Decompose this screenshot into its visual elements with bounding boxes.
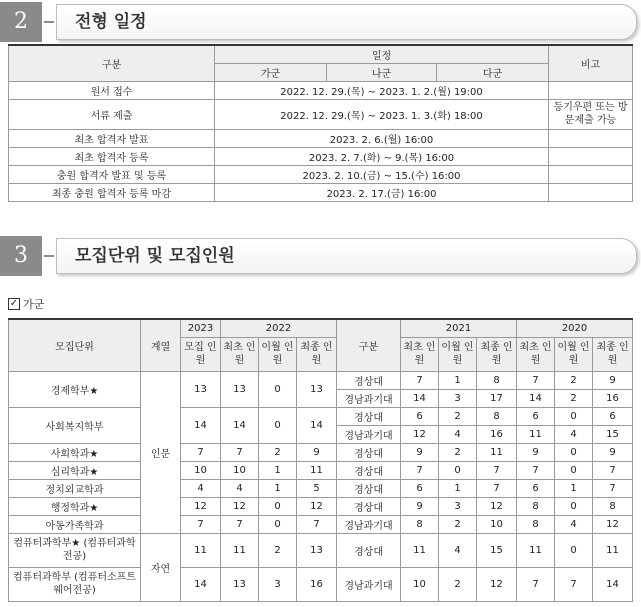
cell: 2 bbox=[259, 443, 297, 461]
cell: 6 bbox=[593, 407, 633, 425]
cell: 8 bbox=[401, 515, 439, 533]
row-date: 2023. 2. 7.(화) ~ 9.(목) 16:00 bbox=[215, 147, 549, 165]
cell: 11 bbox=[593, 533, 633, 567]
cell: 7 bbox=[221, 515, 259, 533]
cell: 3 bbox=[439, 497, 477, 515]
cell: 8 bbox=[593, 497, 633, 515]
row-remark: 등기우편 또는 방문제출 가능 bbox=[549, 99, 633, 129]
group-caption bbox=[8, 296, 44, 312]
cell: 16 bbox=[297, 567, 337, 601]
header-ga: 가군 bbox=[215, 63, 327, 81]
cell: 7 bbox=[297, 515, 337, 533]
cell: 12 bbox=[477, 567, 517, 601]
row-remark bbox=[549, 129, 633, 147]
cell: 7 bbox=[593, 461, 633, 479]
header-recruit: 모집 인원 bbox=[181, 337, 221, 371]
cell: 12 bbox=[297, 497, 337, 515]
cell: 11 bbox=[181, 533, 221, 567]
row-date: 2023. 2. 6.(월) 16:00 bbox=[215, 129, 549, 147]
cell: 7 bbox=[517, 567, 555, 601]
row-remark bbox=[549, 81, 633, 99]
cell: 12 bbox=[221, 497, 259, 515]
row-date: 2023. 2. 10.(금) ~ 15.(수) 16:00 bbox=[215, 165, 549, 183]
section-title: 모집단위 및 모집인원 bbox=[75, 246, 235, 266]
cell: 8 bbox=[477, 371, 517, 389]
table-row bbox=[9, 371, 633, 389]
cell: 경남과기대 bbox=[337, 567, 401, 601]
cell: 4 bbox=[181, 479, 221, 497]
header-da: 다군 bbox=[437, 63, 549, 81]
cell: 12 bbox=[181, 497, 221, 515]
cell: 13 bbox=[297, 533, 337, 567]
cell: 9 bbox=[593, 371, 633, 389]
cell: 2 bbox=[439, 407, 477, 425]
cell: 7 bbox=[593, 479, 633, 497]
checkbox-icon: ✓ bbox=[9, 298, 19, 309]
cell: 6 bbox=[517, 407, 555, 425]
cell: 14 bbox=[181, 407, 221, 443]
cell: 4 bbox=[555, 515, 593, 533]
cell: 2 bbox=[439, 567, 477, 601]
cell: 7 bbox=[517, 461, 555, 479]
row-label: 충원 합격자 발표 및 등록 bbox=[9, 165, 215, 183]
table-row bbox=[9, 147, 633, 165]
cell: 0 bbox=[439, 461, 477, 479]
field-humanities: 인문 bbox=[141, 371, 181, 533]
cell: 11 bbox=[477, 443, 517, 461]
unit-name: 컴퓨터과학부★ (컴퓨터과학전공) bbox=[9, 533, 141, 567]
table-row bbox=[9, 99, 633, 129]
cell: 3 bbox=[259, 567, 297, 601]
table-row bbox=[9, 81, 633, 99]
cell: 11 bbox=[401, 533, 439, 567]
cell: 7 bbox=[181, 443, 221, 461]
table-row bbox=[9, 567, 633, 601]
cell: 15 bbox=[477, 533, 517, 567]
cell: 4 bbox=[555, 425, 593, 443]
cell: 경상대 bbox=[337, 461, 401, 479]
row-label: 최초 합격자 등록 bbox=[9, 147, 215, 165]
unit-name: 정치외교학과 bbox=[9, 479, 141, 497]
row-label: 최초 합격자 발표 bbox=[9, 129, 215, 147]
section-connector bbox=[44, 21, 54, 23]
header-2022: 2022 bbox=[221, 319, 337, 337]
cell: 1 bbox=[555, 479, 593, 497]
header-2020: 2020 bbox=[517, 319, 633, 337]
section-connector bbox=[44, 255, 54, 257]
unit-name: 아동가족학과 bbox=[9, 515, 141, 533]
cell: 17 bbox=[477, 389, 517, 407]
table-row bbox=[9, 533, 633, 567]
unit-name: 경제학부★ bbox=[9, 371, 141, 407]
header-carry: 이월 인원 bbox=[439, 337, 477, 371]
cell: 경상대 bbox=[337, 533, 401, 567]
table-row bbox=[9, 407, 633, 425]
cell: 11 bbox=[297, 461, 337, 479]
header-category: 구분 bbox=[337, 319, 401, 371]
cell: 1 bbox=[439, 371, 477, 389]
cell: 9 bbox=[297, 443, 337, 461]
cell: 경남과기대 bbox=[337, 389, 401, 407]
header-final: 최종 인원 bbox=[297, 337, 337, 371]
cell: 3 bbox=[439, 389, 477, 407]
row-label: 서류 제출 bbox=[9, 99, 215, 129]
header-remark: 비고 bbox=[549, 45, 633, 81]
cell: 경상대 bbox=[337, 479, 401, 497]
cell: 11 bbox=[221, 533, 259, 567]
row-label: 최종 충원 합격자 등록 마감 bbox=[9, 183, 215, 201]
section-number: 3 bbox=[0, 236, 42, 276]
cell: 12 bbox=[477, 497, 517, 515]
table-row bbox=[9, 443, 633, 461]
row-date: 2022. 12. 29.(목) ~ 2023. 1. 2.(월) 19:00 bbox=[215, 81, 549, 99]
table-row bbox=[9, 479, 633, 497]
cell: 7 bbox=[181, 515, 221, 533]
cell: 4 bbox=[439, 533, 477, 567]
table-row bbox=[9, 461, 633, 479]
section-2-header bbox=[0, 2, 641, 42]
header-initial: 최초 인원 bbox=[401, 337, 439, 371]
header-schedule: 일정 bbox=[215, 45, 549, 63]
cell: 5 bbox=[297, 479, 337, 497]
cell: 8 bbox=[517, 497, 555, 515]
cell: 11 bbox=[517, 533, 555, 567]
cell: 7 bbox=[401, 371, 439, 389]
cell: 1 bbox=[259, 479, 297, 497]
cell: 14 bbox=[181, 567, 221, 601]
cell: 10 bbox=[221, 461, 259, 479]
cell: 14 bbox=[297, 407, 337, 443]
row-remark bbox=[549, 147, 633, 165]
header-2021: 2021 bbox=[401, 319, 517, 337]
cell: 2 bbox=[439, 443, 477, 461]
cell: 13 bbox=[221, 567, 259, 601]
cell: 8 bbox=[517, 515, 555, 533]
cell: 14 bbox=[401, 389, 439, 407]
cell: 4 bbox=[221, 479, 259, 497]
header-initial: 최초 인원 bbox=[517, 337, 555, 371]
unit-name: 사회복지학부 bbox=[9, 407, 141, 443]
unit-name: 행정학과★ bbox=[9, 497, 141, 515]
row-label: 원서 접수 bbox=[9, 81, 215, 99]
header-unit: 모집단위 bbox=[9, 319, 141, 371]
row-remark bbox=[549, 183, 633, 201]
section-title-bar bbox=[56, 238, 637, 274]
table-row bbox=[9, 165, 633, 183]
quota-table bbox=[8, 318, 633, 602]
section-title: 전형 일정 bbox=[75, 12, 147, 32]
cell: 경상대 bbox=[337, 371, 401, 389]
cell: 경남과기대 bbox=[337, 515, 401, 533]
cell: 2 bbox=[555, 371, 593, 389]
field-science: 자연 bbox=[141, 533, 181, 601]
header-carry: 이월 인원 bbox=[259, 337, 297, 371]
cell: 9 bbox=[517, 443, 555, 461]
cell: 7 bbox=[477, 461, 517, 479]
group-label: 가군 bbox=[23, 298, 45, 311]
cell: 9 bbox=[593, 443, 633, 461]
cell: 11 bbox=[517, 425, 555, 443]
section-3-header bbox=[0, 236, 641, 276]
schedule-table bbox=[8, 44, 633, 202]
cell: 경상대 bbox=[337, 443, 401, 461]
cell: 6 bbox=[401, 407, 439, 425]
row-date: 2023. 2. 17.(금) 16:00 bbox=[215, 183, 549, 201]
header-2023: 2023 bbox=[181, 319, 221, 337]
cell: 6 bbox=[401, 479, 439, 497]
cell: 6 bbox=[517, 479, 555, 497]
header-field: 계열 bbox=[141, 319, 181, 371]
cell: 14 bbox=[517, 389, 555, 407]
cell: 0 bbox=[555, 497, 593, 515]
cell: 0 bbox=[555, 407, 593, 425]
cell: 15 bbox=[593, 425, 633, 443]
cell: 0 bbox=[259, 515, 297, 533]
cell: 16 bbox=[593, 389, 633, 407]
header-final: 최종 인원 bbox=[477, 337, 517, 371]
cell: 2 bbox=[259, 533, 297, 567]
cell: 0 bbox=[555, 533, 593, 567]
section-number: 2 bbox=[0, 2, 42, 42]
header-category: 구분 bbox=[9, 45, 215, 81]
cell: 0 bbox=[259, 371, 297, 407]
cell: 7 bbox=[477, 479, 517, 497]
cell: 7 bbox=[555, 567, 593, 601]
row-remark bbox=[549, 165, 633, 183]
cell: 0 bbox=[259, 407, 297, 443]
cell: 0 bbox=[555, 443, 593, 461]
cell: 13 bbox=[297, 371, 337, 407]
cell: 2 bbox=[555, 389, 593, 407]
cell: 10 bbox=[401, 567, 439, 601]
cell: 14 bbox=[593, 567, 633, 601]
cell: 9 bbox=[401, 443, 439, 461]
cell: 8 bbox=[477, 407, 517, 425]
cell: 16 bbox=[477, 425, 517, 443]
row-date: 2022. 12. 29.(목) ~ 2023. 1. 3.(화) 18:00 bbox=[215, 99, 549, 129]
cell: 0 bbox=[555, 461, 593, 479]
unit-name: 심리학과★ bbox=[9, 461, 141, 479]
cell: 1 bbox=[259, 461, 297, 479]
header-na: 나군 bbox=[327, 63, 437, 81]
cell: 경상대 bbox=[337, 407, 401, 425]
table-row bbox=[9, 515, 633, 533]
cell: 경상대 bbox=[337, 497, 401, 515]
cell: 13 bbox=[181, 371, 221, 407]
cell: 7 bbox=[221, 443, 259, 461]
header-final: 최종 인원 bbox=[593, 337, 633, 371]
cell: 경남과기대 bbox=[337, 425, 401, 443]
table-row bbox=[9, 183, 633, 201]
cell: 10 bbox=[181, 461, 221, 479]
cell: 7 bbox=[517, 371, 555, 389]
section-title-bar bbox=[56, 4, 637, 40]
cell: 12 bbox=[401, 425, 439, 443]
table-row bbox=[9, 497, 633, 515]
cell: 0 bbox=[259, 497, 297, 515]
cell: 7 bbox=[401, 461, 439, 479]
unit-name: 사회학과★ bbox=[9, 443, 141, 461]
unit-name: 컴퓨터과학부 (컴퓨터소프트웨어전공) bbox=[9, 567, 141, 601]
cell: 9 bbox=[401, 497, 439, 515]
cell: 1 bbox=[439, 479, 477, 497]
header-initial: 최초 인원 bbox=[221, 337, 259, 371]
header-carry: 이월 인원 bbox=[555, 337, 593, 371]
cell: 12 bbox=[593, 515, 633, 533]
cell: 4 bbox=[439, 425, 477, 443]
table-row bbox=[9, 129, 633, 147]
cell: 13 bbox=[221, 371, 259, 407]
cell: 2 bbox=[439, 515, 477, 533]
cell: 10 bbox=[477, 515, 517, 533]
cell: 14 bbox=[221, 407, 259, 443]
